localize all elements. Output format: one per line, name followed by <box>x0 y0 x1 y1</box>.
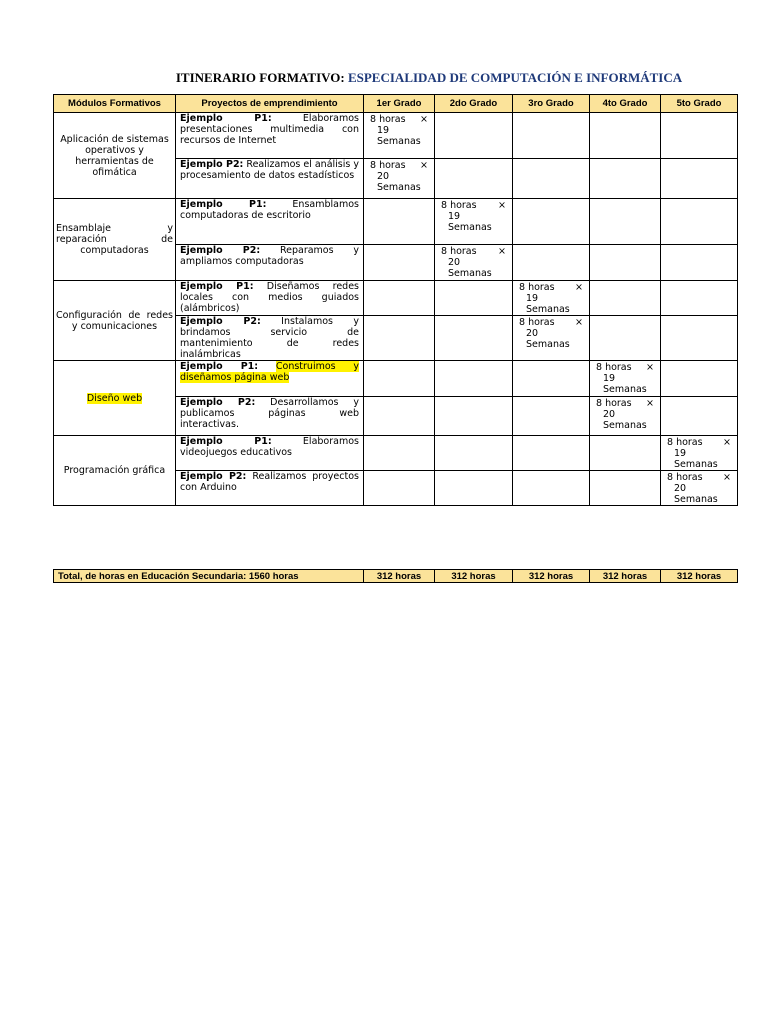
itinerary-table <box>53 94 738 506</box>
hours-line <box>441 200 506 211</box>
module-name: Programación gráfica <box>63 465 166 476</box>
weeks-word: Semanas <box>603 420 647 431</box>
weeks-word: Semanas <box>674 494 718 505</box>
weeks-word: Semanas <box>377 136 421 147</box>
title-prefix: ITINERARIO FORMATIVO: <box>175 70 348 85</box>
weeks-number: 19 <box>674 448 687 459</box>
project-cell <box>176 113 364 159</box>
grade-4-cell <box>590 113 661 159</box>
hours-line <box>596 362 654 373</box>
total-grade-1: 312 horas <box>364 570 435 583</box>
hours-value: 8 horas <box>370 114 406 125</box>
grade-3-cell <box>513 245 590 281</box>
grade-3-cell <box>513 316 590 361</box>
grade-1-cell <box>364 159 435 199</box>
grade-1-cell <box>364 281 435 316</box>
grade-5-cell <box>661 316 738 361</box>
times-sign: × <box>575 317 583 328</box>
project-label: Ejemplo P1: <box>180 436 272 447</box>
weeks-word: Semanas <box>448 222 492 233</box>
weeks-word: Semanas <box>674 459 718 470</box>
project-cell <box>176 316 364 361</box>
module-name: Aplicación de sistemas operativos y herramientas de ofimática <box>60 133 169 178</box>
grade-2-cell <box>435 361 513 397</box>
table-row <box>54 361 738 397</box>
grade-4-cell <box>590 245 661 281</box>
times-sign: × <box>575 282 583 293</box>
weeks-number: 20 <box>377 171 390 182</box>
weeks-number: 19 <box>526 293 539 304</box>
table-row <box>54 281 738 316</box>
project-cell <box>176 281 364 316</box>
grade-3-cell <box>513 159 590 199</box>
grade-5-cell <box>661 436 738 471</box>
module-name: Ensamblaje y reparación de computadoras <box>56 223 173 256</box>
weeks-number: 19 <box>603 373 616 384</box>
grade-1-cell <box>364 316 435 361</box>
project-text: Instalamos y brindamos servicio de mantenimiento de redes inalámbricas <box>180 316 359 360</box>
hours-value: 8 horas <box>667 437 703 448</box>
total-grade-4: 312 horas <box>590 570 661 583</box>
weeks-word: Semanas <box>448 268 492 279</box>
times-sign: × <box>498 246 506 257</box>
grade-3-cell <box>513 199 590 245</box>
weeks-number: 20 <box>603 409 616 420</box>
header-grade-1: 1er Grado <box>364 95 435 113</box>
header-projects: Proyectos de emprendimiento <box>176 95 364 113</box>
hours-line <box>519 317 583 328</box>
weeks-word: Semanas <box>603 384 647 395</box>
project-text: Elaboramos videojuegos educativos <box>180 436 359 458</box>
project-label: Ejemplo P2: <box>180 471 247 482</box>
hours-value: 8 horas <box>667 472 703 483</box>
grade-5-cell <box>661 361 738 397</box>
times-sign: × <box>723 472 731 483</box>
hours-line <box>596 398 654 409</box>
grade-1-cell <box>364 113 435 159</box>
grade-2-cell <box>435 159 513 199</box>
hours-line <box>370 114 428 125</box>
grade-4-cell <box>590 159 661 199</box>
grade-1-cell <box>364 199 435 245</box>
total-grade-2: 312 horas <box>435 570 513 583</box>
weeks-word: Semanas <box>526 339 570 350</box>
header-grade-3: 3ro Grado <box>513 95 590 113</box>
times-sign: × <box>498 200 506 211</box>
grade-5-cell <box>661 397 738 436</box>
grade-4-cell <box>590 471 661 506</box>
hours-line <box>441 246 506 257</box>
grade-1-cell <box>364 397 435 436</box>
module-name: Diseño web <box>86 392 143 404</box>
grade-5-cell <box>661 471 738 506</box>
grade-5-cell <box>661 281 738 316</box>
project-label: Ejemplo P2: <box>180 245 261 256</box>
total-grade-5: 312 horas <box>661 570 738 583</box>
hours-line <box>667 472 731 483</box>
grade-2-cell <box>435 199 513 245</box>
grade-2-cell <box>435 397 513 436</box>
grade-2-cell <box>435 281 513 316</box>
hours-value: 8 horas <box>441 200 477 211</box>
totals-label: Total, de horas en Educación Secundaria: 1560 horas <box>54 570 364 583</box>
project-cell <box>176 361 364 397</box>
project-text: Ensamblamos computadoras de escritorio <box>180 199 359 221</box>
hours-value: 8 horas <box>519 317 555 328</box>
grade-2-cell <box>435 113 513 159</box>
grade-4-cell <box>590 199 661 245</box>
grade-5-cell <box>661 113 738 159</box>
weeks-word: Semanas <box>377 182 421 193</box>
project-cell <box>176 436 364 471</box>
hours-line <box>370 160 428 171</box>
grade-1-cell <box>364 361 435 397</box>
module-cell <box>54 113 176 199</box>
project-text: Construimos y diseñamos página web <box>180 361 359 383</box>
weeks-number: 20 <box>674 483 687 494</box>
project-text: Realizamos el análisis y procesamiento de datos estadísticos <box>180 159 359 181</box>
grade-1-cell <box>364 245 435 281</box>
project-text: Diseñamos redes locales con medios guiados (alámbricos) <box>180 281 359 314</box>
hours-value: 8 horas <box>441 246 477 257</box>
grade-3-cell <box>513 281 590 316</box>
hours-line <box>667 437 731 448</box>
times-sign: × <box>723 437 731 448</box>
document-title <box>0 70 768 86</box>
header-grade-2: 2do Grado <box>435 95 513 113</box>
grade-4-cell <box>590 281 661 316</box>
grade-3-cell <box>513 397 590 436</box>
grade-1-cell <box>364 436 435 471</box>
grade-2-cell <box>435 471 513 506</box>
project-label: Ejemplo P1: <box>180 361 259 372</box>
weeks-number: 19 <box>448 211 461 222</box>
totals-row <box>54 570 738 583</box>
table-row <box>54 113 738 159</box>
times-sign: × <box>420 114 428 125</box>
table-header-row <box>54 95 738 113</box>
grade-4-cell <box>590 397 661 436</box>
grade-2-cell <box>435 316 513 361</box>
title-specialty: ESPECIALIDAD DE COMPUTACIÓN E INFORMÁTICA <box>347 70 683 85</box>
grade-2-cell <box>435 245 513 281</box>
header-modules: Módulos Formativos <box>54 95 176 113</box>
grade-2-cell <box>435 436 513 471</box>
module-cell <box>54 436 176 506</box>
module-cell <box>54 361 176 436</box>
project-text: Realizamos proyectos con Arduino <box>180 471 359 493</box>
project-label: Ejemplo P2: <box>180 397 256 408</box>
times-sign: × <box>646 362 654 373</box>
project-label: Ejemplo P1: <box>180 113 272 124</box>
grade-3-cell <box>513 113 590 159</box>
grade-3-cell <box>513 436 590 471</box>
hours-line <box>519 282 583 293</box>
hours-value: 8 horas <box>519 282 555 293</box>
table-row <box>54 199 738 245</box>
module-cell <box>54 281 176 361</box>
grade-5-cell <box>661 245 738 281</box>
project-cell <box>176 199 364 245</box>
grade-4-cell <box>590 316 661 361</box>
totals-table <box>53 569 738 583</box>
grade-1-cell <box>364 471 435 506</box>
header-grade-5: 5to Grado <box>661 95 738 113</box>
project-cell <box>176 397 364 436</box>
project-text: Desarrollamos y publicamos páginas web interactivas. <box>180 397 359 430</box>
project-cell <box>176 471 364 506</box>
total-grade-3: 312 horas <box>513 570 590 583</box>
weeks-number: 20 <box>526 328 539 339</box>
project-text: Elaboramos presentaciones multimedia con recursos de Internet <box>180 113 359 146</box>
project-label: Ejemplo P2: <box>180 159 244 170</box>
grade-4-cell <box>590 361 661 397</box>
project-cell <box>176 245 364 281</box>
weeks-number: 20 <box>448 257 461 268</box>
hours-value: 8 horas <box>596 398 632 409</box>
hours-value: 8 horas <box>596 362 632 373</box>
project-text: Reparamos y ampliamos computadoras <box>180 245 359 267</box>
weeks-number: 19 <box>377 125 390 136</box>
grade-3-cell <box>513 471 590 506</box>
grade-4-cell <box>590 436 661 471</box>
grade-3-cell <box>513 361 590 397</box>
project-label: Ejemplo P2: <box>180 316 261 327</box>
grade-5-cell <box>661 159 738 199</box>
module-name: Configuración de redes y comunicaciones <box>56 309 173 332</box>
module-cell <box>54 199 176 281</box>
weeks-word: Semanas <box>526 304 570 315</box>
project-cell <box>176 159 364 199</box>
times-sign: × <box>420 160 428 171</box>
grade-5-cell <box>661 199 738 245</box>
hours-value: 8 horas <box>370 160 406 171</box>
times-sign: × <box>646 398 654 409</box>
header-grade-4: 4to Grado <box>590 95 661 113</box>
project-label: Ejemplo P1: <box>180 281 254 292</box>
project-label: Ejemplo P1: <box>180 199 267 210</box>
table-row <box>54 436 738 471</box>
